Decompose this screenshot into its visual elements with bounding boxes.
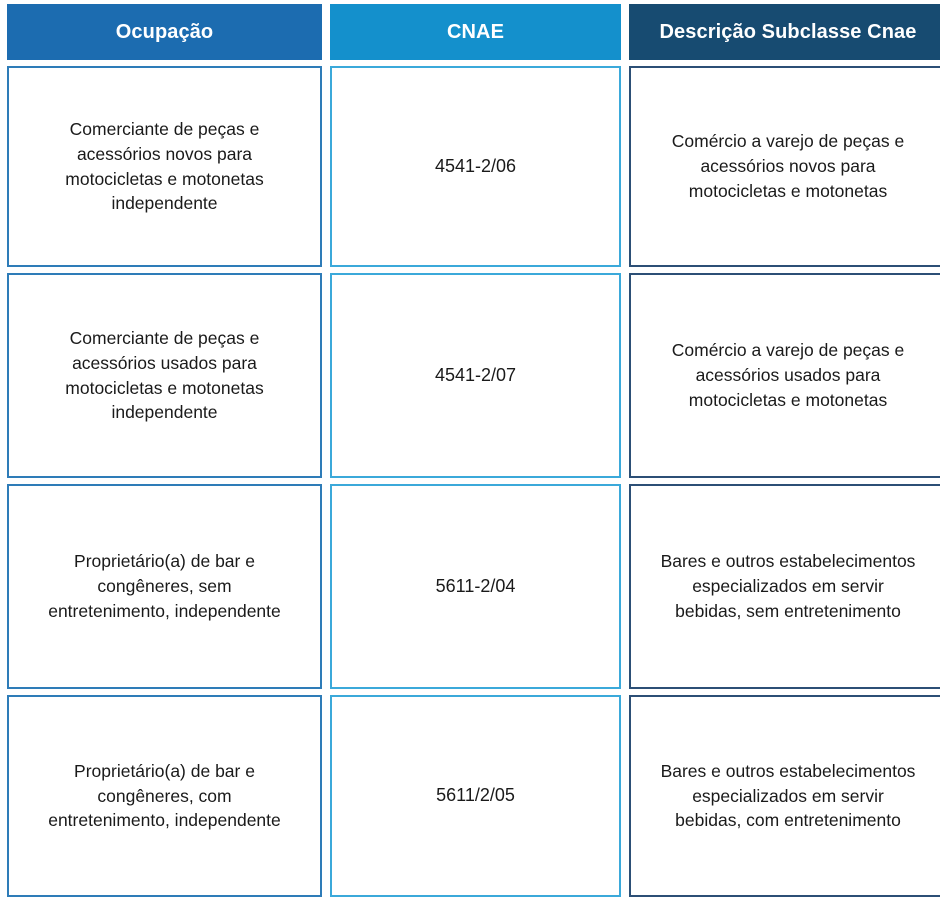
column-header-ocupacao	[7, 4, 322, 60]
cell-descricao: Comércio a varejo de peças e acessórios novos para motocicletas e motonetas	[671, 131, 905, 201]
column-header-cnae	[330, 4, 621, 60]
table-row	[629, 695, 940, 897]
cell-ocupacao: Comerciante de peças e acessórios novos para motocicletas e motonetas independente	[65, 118, 264, 214]
table-row	[330, 695, 621, 897]
cell-cnae: 5611/2/05	[436, 785, 515, 806]
column-header-cnae-label: CNAE	[446, 20, 505, 43]
table-row	[330, 273, 621, 478]
table-row	[330, 484, 621, 689]
cell-descricao: Comércio a varejo de peças e acessórios usados para motocicletas e motonetas	[671, 340, 905, 410]
cell-cnae: 4541-2/06	[434, 155, 517, 176]
table-row	[7, 273, 322, 478]
table-row	[629, 484, 940, 689]
cell-cnae: 4541-2/07	[434, 364, 517, 385]
column-header-ocupacao-label: Ocupação	[115, 20, 214, 43]
cell-descricao: Bares e outros estabelecimentos especializados em servir bebidas, com entretenimento	[660, 760, 916, 831]
table-row	[629, 273, 940, 478]
cnae-occupation-table	[7, 4, 934, 873]
cell-ocupacao: Proprietário(a) de bar e congêneres, sem entretenimento, independente	[48, 551, 281, 621]
cell-ocupacao: Proprietário(a) de bar e congêneres, com entretenimento, independente	[48, 760, 281, 831]
table-row	[7, 484, 322, 689]
column-header-descricao	[629, 4, 940, 60]
cell-ocupacao: Comerciante de peças e acessórios usados para motocicletas e motonetas independente	[65, 327, 264, 423]
cell-cnae: 5611-2/04	[435, 575, 516, 596]
column-header-descricao-label: Descrição Subclasse Cnae	[659, 20, 917, 43]
table-row	[7, 695, 322, 897]
cell-descricao: Bares e outros estabelecimentos especializados em servir bebidas, sem entretenimento	[660, 551, 916, 621]
table-row	[330, 66, 621, 267]
table-row	[629, 66, 940, 267]
table-row	[7, 66, 322, 267]
